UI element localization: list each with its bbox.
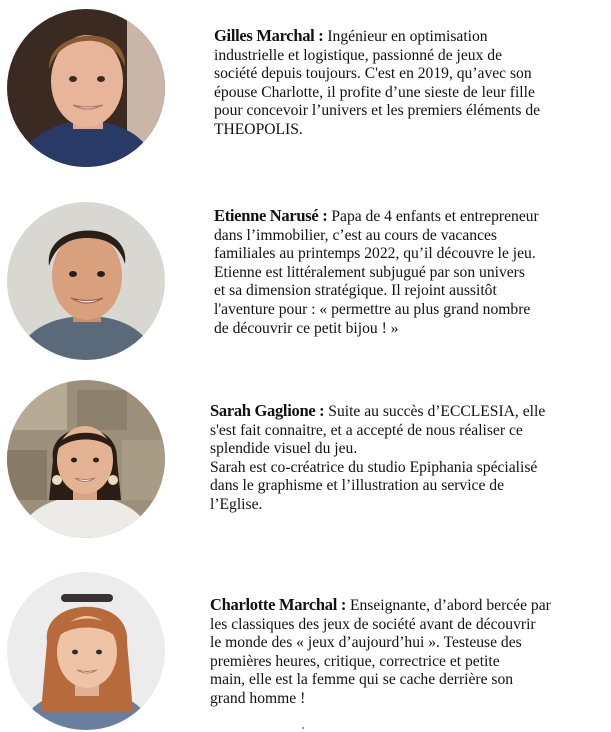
member-name: Charlotte Marchal : [210,595,347,614]
bio-line: industrielle et logistique, passionné de jeux de [214,46,502,64]
bio-line: dans l’immobilier, c’est au cours de vacances [214,226,497,244]
man-portrait-photo-icon [7,202,165,360]
sarah-bio [210,402,610,515]
bio-line: l’Eglise. [210,495,263,513]
bio-line: de découvrir ce petit bijou ! » [214,319,399,337]
bio-line: s'est fait connaitre, et a accepté de nous réaliser ce [210,421,523,439]
bio-line: Enseignante, d’abord bercée par [346,597,551,614]
member-name: Gilles Marchal : [214,26,324,45]
bio-line: premières heures, critique, correctrice et petite [210,652,500,670]
bio-line: familiales au printemps 2022, qu’il découvre le jeu. [214,245,536,263]
charlotte-bio [210,596,610,709]
bio-line: Etienne est littéralement subjugué par son univers [214,263,525,281]
bio-line: THEOPOLIS. [214,120,303,138]
bio-line: grand homme ! [210,689,306,707]
etienne-bio [214,207,606,338]
charlotte-photo [7,572,165,730]
bio-line: et sa dimension stratégique. Il rejoint aussitôt [214,282,497,300]
gilles-bio [214,27,606,140]
bio-line: pour concevoir l’univers et les premiers éléments de [214,102,541,120]
bio-line: dans le graphisme et l’illustration au service de [210,477,505,495]
bio-line: le monde des « jeux d’aujourd’hui ». Testeuse des [210,634,522,652]
bio-line: Papa de 4 enfants et entrepreneur [327,208,539,225]
bio-line: épouse Charlotte, il profite d’une sieste de leur fille [214,83,535,101]
sarah-photo [7,380,165,538]
bio-line: main, elle est la femme qui se cache derrière son [210,671,514,689]
member-name: Sarah Gaglione : [210,401,325,420]
member-name: Etienne Narusé : [214,206,328,225]
gilles-photo [7,9,165,167]
bio-line: Ingénieur en optimisation [323,28,488,45]
page-dot [302,727,304,729]
bio-line: les classiques des jeux de société avant de découvrir [210,615,536,633]
woman-portrait-photo-icon [7,572,165,730]
bio-line: splendide visuel du jeu. [210,440,358,458]
bio-line: l'aventure pour : « permettre au plus grand nombre [214,300,531,318]
bio-line: société depuis toujours. C'est en 2019, qu’avec son [214,65,532,83]
bio-line: Suite au succès d’ECCLESIA, elle [324,403,546,420]
man-portrait-photo-icon [7,9,165,167]
bio-line: Sarah est co-créatrice du studio Epiphania spécialisé [210,458,538,476]
etienne-photo [7,202,165,360]
woman-portrait-photo-icon [7,380,165,538]
